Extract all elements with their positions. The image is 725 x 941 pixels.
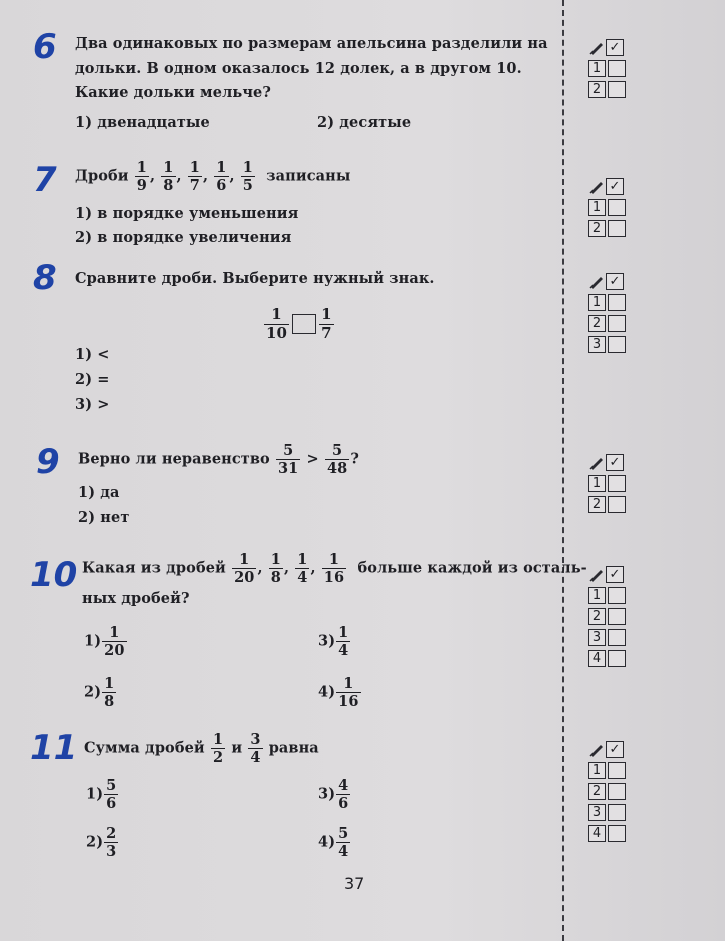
check-icon: ✓: [606, 454, 624, 471]
task-11-option-4[interactable]: [318, 826, 351, 859]
task-7-suffix: записаны: [266, 167, 351, 185]
answer-checkbox-2[interactable]: [608, 608, 626, 625]
fraction: [241, 160, 255, 193]
fraction: [135, 160, 149, 193]
task-8-number: 8: [33, 258, 57, 298]
denominator: 4: [338, 843, 349, 861]
denominator: 9: [136, 177, 147, 195]
numerator: 5: [106, 777, 117, 794]
answer-box-label: 1: [588, 475, 606, 492]
task-10-suffix: больше каждой из осталь-: [357, 559, 587, 577]
task-11-answer-boxes: [588, 739, 628, 844]
fraction: [325, 443, 349, 476]
task-6-option-1[interactable]: 1) двенадцатые: [75, 114, 210, 131]
fraction: [336, 625, 350, 658]
fraction: [295, 552, 309, 585]
answer-checkbox-1[interactable]: [608, 294, 626, 311]
answer-box-label: 1: [588, 60, 606, 77]
fraction: [319, 307, 334, 342]
option-label: 2): [84, 683, 102, 701]
denominator: 8: [163, 177, 174, 195]
fraction: [161, 160, 175, 193]
denominator: 20: [234, 569, 255, 587]
answer-checkbox-4[interactable]: [608, 825, 626, 842]
numerator: 1: [270, 551, 281, 568]
numerator: 2: [106, 825, 117, 842]
answer-checkbox-2[interactable]: [608, 496, 626, 513]
answer-checkbox-2[interactable]: [608, 81, 626, 98]
answer-box-label: 3: [588, 336, 606, 353]
option-label: 4): [318, 833, 336, 851]
answer-checkbox-3[interactable]: [608, 629, 626, 646]
answer-box-label: 1: [588, 199, 606, 216]
pencil-icon: [588, 741, 606, 758]
answer-box-label: 2: [588, 608, 606, 625]
pencil-icon: [588, 454, 606, 471]
denominator: 7: [321, 323, 332, 342]
task-9-number: 9: [36, 442, 60, 482]
answer-box-label: 2: [588, 496, 606, 513]
numerator: 1: [242, 159, 253, 176]
task-6-option-2[interactable]: 2) десятые: [317, 114, 412, 131]
answer-checkbox-3[interactable]: [608, 804, 626, 821]
task-11-prefix: Сумма дробей: [84, 739, 205, 757]
answer-checkbox-4[interactable]: [608, 650, 626, 667]
denominator: 8: [270, 569, 281, 587]
task-11-option-3[interactable]: [318, 778, 351, 811]
numerator: 1: [189, 159, 200, 176]
task-7-question: Дроби $\frac{1}{9}$ , $\frac{1}{8}$ , $\frac{1}{7}$ , $\frac{1}{6}$ , $\frac{1}{5}$ записаны: [75, 159, 351, 195]
task-10-option-2[interactable]: [84, 676, 117, 709]
task-10-line-2: ных дробей?: [82, 590, 190, 607]
task-10-question: Какая из дробей $\frac{1}{20}$ , $\frac{1}{8}$ , $\frac{1}{4}$ , $\frac{1}{16}$ больше каждой из осталь-: [82, 551, 587, 587]
task-6-line-3: Какие дольки мельче?: [75, 84, 271, 101]
denominator: 16: [323, 569, 345, 587]
option-label: 4): [318, 683, 336, 701]
task-9-answer-boxes: [588, 452, 628, 515]
task-9-option-2[interactable]: 2) нет: [78, 509, 130, 526]
task-6-answer-boxes: [588, 37, 628, 100]
task-8-comparison: [263, 307, 335, 342]
task-6-number: 6: [33, 27, 57, 67]
answer-box-label: 4: [588, 825, 606, 842]
numerator: 1: [104, 675, 115, 692]
answer-checkbox-3[interactable]: [608, 336, 626, 353]
numerator: 1: [216, 159, 227, 176]
fraction: [102, 676, 116, 709]
answer-checkbox-2[interactable]: [608, 220, 626, 237]
denominator: 3: [106, 843, 117, 861]
fraction: [211, 732, 225, 765]
answer-box-label: 1: [588, 587, 606, 604]
answer-box-label: 1: [588, 294, 606, 311]
task-7-prefix: Дроби: [75, 167, 129, 185]
pencil-icon: [588, 566, 606, 583]
denominator: 6: [338, 795, 349, 813]
task-9-option-1[interactable]: 1) да: [78, 484, 120, 501]
answer-checkbox-2[interactable]: [608, 315, 626, 332]
task-10-prefix: Какая из дробей: [82, 559, 226, 577]
numerator: 1: [338, 624, 349, 641]
denominator: 31: [277, 460, 299, 478]
answer-box-label: 3: [588, 629, 606, 646]
numerator: 5: [325, 443, 349, 460]
answer-box-label: 2: [588, 81, 606, 98]
check-icon: ✓: [606, 273, 624, 290]
task-8-option-1[interactable]: 1) <: [75, 346, 110, 363]
answer-box-label: 1: [588, 762, 606, 779]
task-11-option-2[interactable]: [86, 826, 119, 859]
comparison-sign-box[interactable]: [292, 314, 316, 334]
answer-checkbox-2[interactable]: [608, 783, 626, 800]
pencil-icon: [588, 178, 606, 195]
check-icon: ✓: [606, 178, 624, 195]
check-icon: ✓: [606, 566, 624, 583]
pencil-icon: [588, 273, 606, 290]
numerator: 1: [163, 159, 174, 176]
numerator: 1: [232, 552, 256, 569]
fraction: [336, 826, 350, 859]
fraction: [276, 443, 300, 476]
denominator: 16: [338, 693, 359, 711]
fraction: [232, 552, 256, 585]
task-10-number: 10: [30, 555, 78, 595]
check-icon: ✓: [606, 741, 624, 758]
answer-box-label: 2: [588, 783, 606, 800]
numerator: 5: [276, 443, 300, 460]
answer-box-label: 2: [588, 315, 606, 332]
fraction: [264, 307, 289, 342]
denominator: 8: [104, 693, 115, 711]
task-8-answer-boxes: [588, 271, 628, 355]
denominator: 7: [189, 177, 200, 195]
task-11-suffix: равна: [268, 739, 319, 757]
greater-sign: >: [306, 450, 319, 468]
task-7-option-2[interactable]: 2) в порядке увеличения: [75, 229, 292, 246]
task-11-option-1[interactable]: [86, 778, 119, 811]
numerator: 1: [322, 552, 346, 569]
denominator: 4: [338, 642, 349, 660]
denominator: 5: [242, 177, 253, 195]
numerator: 1: [136, 159, 147, 176]
option-label: 1): [86, 785, 104, 803]
numerator: 1: [102, 625, 126, 642]
denominator: 2: [212, 749, 224, 767]
option-label: 3): [318, 632, 336, 650]
numerator: 3: [250, 731, 261, 748]
task-6-line-2: дольки. В одном оказалось 12 долек, а в другом 10.: [75, 60, 522, 77]
numerator: 1: [264, 307, 289, 325]
fraction: [188, 160, 202, 193]
fraction: [102, 625, 126, 658]
denominator: 48: [326, 460, 348, 478]
answer-checkbox-1[interactable]: [608, 60, 626, 77]
fraction: [214, 160, 228, 193]
denominator: 4: [250, 749, 261, 767]
denominator: 6: [106, 795, 117, 813]
page-number: 37: [344, 874, 365, 893]
answer-checkbox-1[interactable]: [608, 587, 626, 604]
task-10-answer-boxes: [588, 564, 628, 669]
task-9-prefix: Верно ли неравенство: [78, 450, 270, 468]
numerator: 5: [338, 825, 349, 842]
conjunction: и: [231, 739, 243, 757]
check-icon: ✓: [606, 39, 624, 56]
option-label: 2): [86, 833, 104, 851]
question-mark: ?: [350, 450, 359, 468]
answer-box-label: 2: [588, 220, 606, 237]
fraction: [269, 552, 283, 585]
denominator: 4: [297, 569, 308, 587]
pencil-icon: [588, 39, 606, 56]
numerator: 1: [336, 676, 360, 693]
task-8-option-3[interactable]: 3) >: [75, 396, 110, 413]
task-7-option-1[interactable]: 1) в порядке уменьшения: [75, 205, 299, 222]
fraction: [104, 778, 118, 811]
task-9-question: [78, 443, 359, 476]
numerator: 4: [338, 777, 349, 794]
cut-line: [562, 0, 564, 941]
denominator: 20: [104, 642, 125, 660]
denominator: 10: [266, 323, 288, 342]
fraction: [248, 732, 262, 765]
task-8-question: Сравните дроби. Выберите нужный знак.: [75, 270, 435, 287]
answer-box-label: 3: [588, 804, 606, 821]
denominator: 6: [216, 177, 227, 195]
answer-checkbox-1[interactable]: [608, 475, 626, 492]
task-11-question: [84, 732, 319, 765]
task-7-answer-boxes: [588, 176, 628, 239]
fraction: [322, 552, 346, 585]
answer-checkbox-1[interactable]: [608, 199, 626, 216]
numerator: 1: [297, 551, 308, 568]
task-10-option-4[interactable]: [318, 676, 362, 709]
task-11-number: 11: [30, 728, 78, 768]
task-10-option-3[interactable]: [318, 625, 351, 658]
task-10-option-1[interactable]: [84, 625, 128, 658]
fraction: [336, 676, 360, 709]
answer-checkbox-1[interactable]: [608, 762, 626, 779]
option-label: 1): [84, 632, 102, 650]
numerator: 1: [321, 305, 332, 323]
fraction: [104, 826, 118, 859]
answer-box-label: 4: [588, 650, 606, 667]
option-label: 3): [318, 785, 336, 803]
fraction: [336, 778, 350, 811]
task-6-line-1: Два одинаковых по размерам апельсина разделили на: [75, 35, 548, 52]
task-7-number: 7: [33, 160, 57, 200]
task-8-option-2[interactable]: 2) =: [75, 371, 110, 388]
numerator: 1: [212, 731, 224, 748]
